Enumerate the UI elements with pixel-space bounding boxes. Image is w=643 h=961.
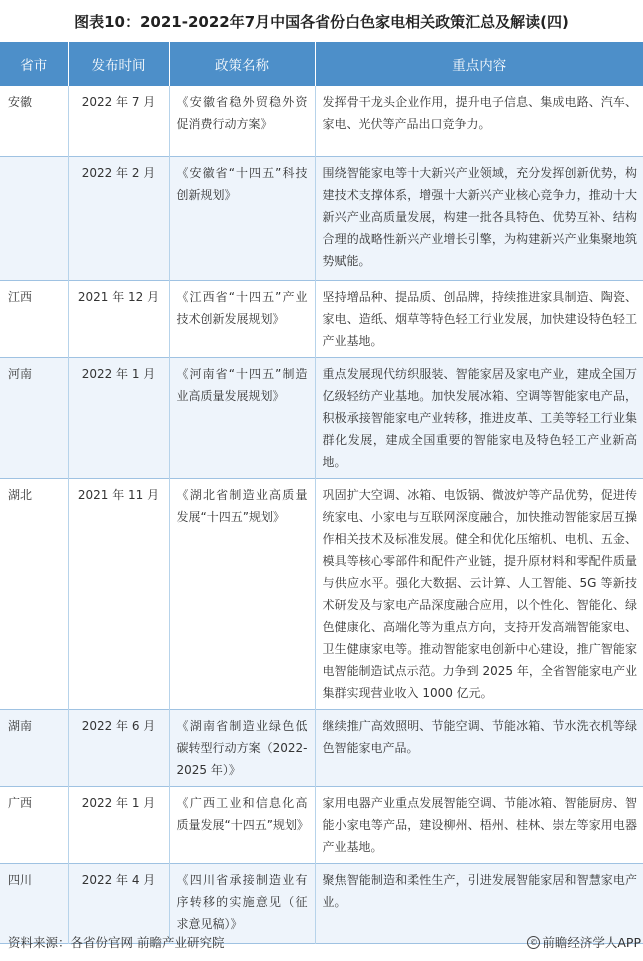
column-header-province: 省市: [0, 42, 68, 86]
province-cell: 广西: [0, 786, 68, 863]
province-cell: 安徽: [0, 86, 68, 156]
table-row: [0, 357, 643, 478]
content-cell: 重点发展现代纺织服装、智能家居及家电产业，建成全国万亿级轻纺产业基地。加快发展冰箱、空调等智能家电产品，积极承接智能家电产业转移，推进皮革、工美等轻工行业集群化发展，建成全国重要的智能家电及特色轻工产业新高地。: [315, 357, 643, 478]
date-cell: 2021 年 11 月: [68, 478, 169, 709]
date-cell: 2022 年 1 月: [68, 357, 169, 478]
policy-cell: 《安徽省稳外贸稳外资促消费行动方案》: [169, 86, 315, 156]
content-cell: 坚持增品种、提品质、创品牌，持续推进家具制造、陶瓷、家电、造纸、烟草等特色轻工行业发展，加快建设特色轻工产业基地。: [322, 289, 637, 348]
content-cell: 家用电器产业重点发展智能空调、节能冰箱、智能厨房、智能小家电等产品，建设柳州、梧州、桂林、崇左等家用电器产业基地。: [322, 795, 637, 854]
table-header-row: [0, 42, 643, 86]
brand-credit: [527, 933, 641, 951]
province-cell: 湖北: [0, 478, 68, 709]
table-row: [0, 86, 643, 156]
province-cell: 江西: [0, 280, 68, 357]
policy-cell: 《广西工业和信息化高质量发展“十四五”规划》: [169, 786, 315, 863]
table-row: [0, 478, 643, 709]
column-header-content: 重点内容: [315, 42, 643, 86]
date-cell: 2022 年 1 月: [68, 786, 169, 863]
content-cell: 巩固扩大空调、冰箱、电饭锅、微波炉等产品优势，促进传统家电、小家电与互联网深度融合，加快推动智能家居互操作相关技术及标准发展。健全和优化压缩机、电机、五金、模具等核心零部件和配件产业链，提升原材料和零配件质量与供应水平。强化大数据、云计算、人工智能、5G 等新技术研发及与家电产品深度融合应用，以个性化、智能化、绿色健康化、高端化等为重点方向，支持开发高端智能家电、卫生健康家电等。推动智能家电创新中心建设，推广智能家电智能制造试点示范。力争到 2025 年，全省智能家电产业集群实现营业收入 1000 亿元。: [322, 487, 637, 700]
policy-cell: 《湖南省制造业绿色低碳转型行动方案（2022-2025 年）》: [169, 709, 315, 786]
content-cell: 继续推广高效照明、节能空调、节能冰箱、节水洗衣机等绿色智能家电产品。: [315, 709, 643, 786]
content-cell: 围绕智能家电等十大新兴产业领域，充分发挥创新优势，构建技术支撑体系，增强十大新兴产业核心竞争力，推动十大新兴产业高质量发展，构建一批各具特色、优势互补、结构合理的战略性新兴产业增长引擎，为构建新兴产业集聚地筑势赋能。: [315, 156, 643, 280]
province-cell: 河南: [0, 357, 68, 478]
table-row: [0, 156, 643, 280]
table-row: [0, 280, 643, 357]
column-header-date: 发布时间: [68, 42, 169, 86]
date-cell: 2022 年 6 月: [68, 709, 169, 786]
chart-title: 图表10：2021-2022年7月中国各省份白色家电相关政策汇总及解读(四): [74, 12, 569, 31]
province-cell: 湖南: [0, 709, 68, 786]
table-row: [0, 709, 643, 786]
policy-cell: 《河南省“十四五”制造业高质量发展规划》: [169, 357, 315, 478]
content-cell: 聚焦智能制造和柔性生产，引进发展智能家居和智慧家电产业。: [315, 863, 643, 943]
table-row: [0, 786, 643, 863]
brand-name: 前瞻经济学人APP: [542, 935, 641, 950]
policy-table: [0, 42, 643, 944]
date-cell: 2021 年 12 月: [68, 280, 169, 357]
policy-cell: 《安徽省“十四五”科技创新规划》: [169, 156, 315, 280]
footer: [0, 926, 643, 956]
column-header-policy: 政策名称: [169, 42, 315, 86]
date-cell: 2022 年 7 月: [68, 86, 169, 156]
content-cell: 发挥骨干龙头企业作用，提升电子信息、集成电路、汽车、家电、光伏等产品出口竞争力。: [322, 95, 637, 131]
policy-cell: 《江西省“十四五”产业技术创新发展规划》: [169, 280, 315, 357]
policy-cell: 《湖北省制造业高质量发展“十四五”规划》: [169, 478, 315, 709]
date-cell: 2022 年 4 月: [68, 863, 169, 943]
copyright-icon: ©: [527, 936, 540, 949]
province-cell: [0, 156, 68, 280]
source-note: 资料来源：各省份官网 前瞻产业研究院: [8, 935, 225, 950]
policy-cell: 《四川省承接制造业有序转移的实施意见（征求意见稿）》: [169, 863, 315, 943]
date-cell: 2022 年 2 月: [68, 156, 169, 280]
province-cell: 四川: [0, 863, 68, 943]
